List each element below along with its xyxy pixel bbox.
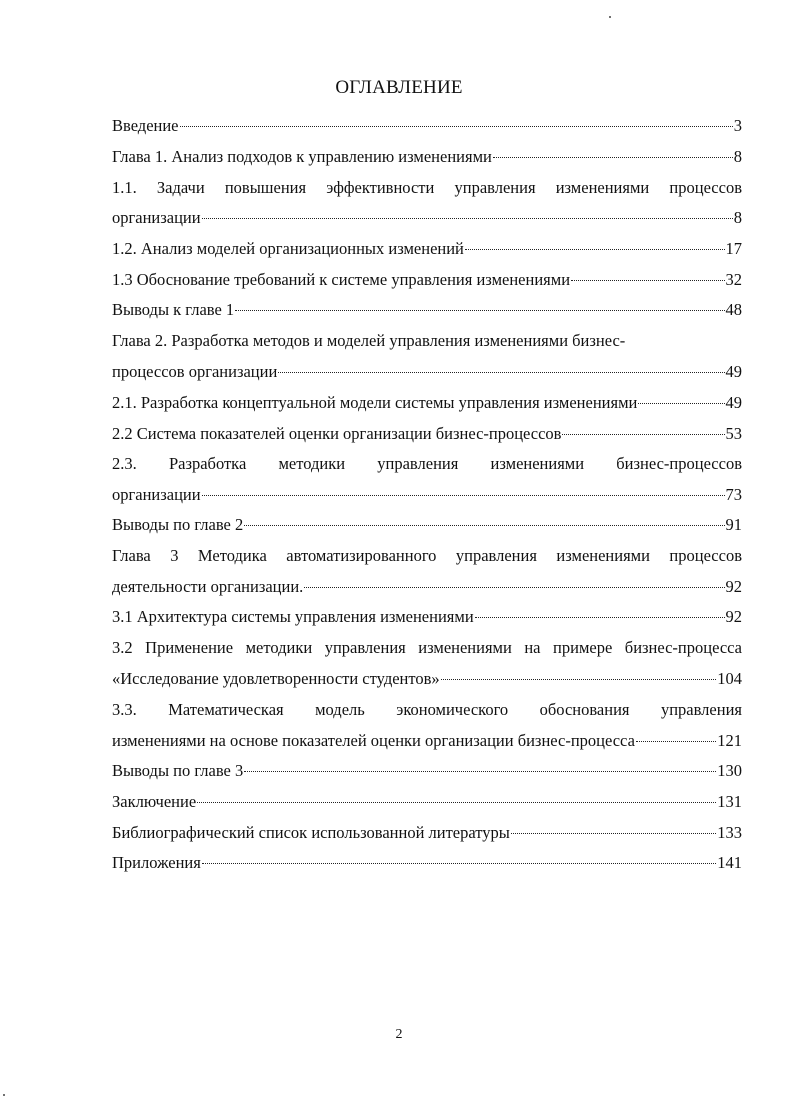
dot-leader [278, 372, 724, 373]
dot-leader [638, 403, 724, 404]
toc-entry[interactable] [112, 393, 742, 417]
toc-entry-page: 131 [717, 792, 742, 811]
toc-entry[interactable] [112, 823, 742, 847]
dot-leader [244, 771, 716, 772]
toc-entry-first-line[interactable]: 2.3. Разработка методики управления изменениями бизнес-процессов [112, 454, 742, 473]
toc-entry-label: Библиографический список использованной литературы [112, 823, 510, 842]
toc-entry[interactable] [112, 669, 742, 693]
dot-leader [244, 525, 724, 526]
dot-leader [465, 249, 725, 250]
dot-leader [180, 126, 733, 127]
toc-entry-label: организации [112, 485, 201, 504]
dot-leader [475, 617, 725, 618]
toc-entry-label: «Исследование удовлетворенности студентов» [112, 669, 440, 688]
toc-entry[interactable] [112, 485, 742, 509]
toc-entry[interactable] [112, 300, 742, 324]
toc-entry[interactable] [112, 607, 742, 631]
toc-entry-label: процессов организации [112, 362, 278, 381]
toc-entry-label: Глава 1. Анализ подходов к управлению изменениями [112, 147, 492, 166]
dot-leader [636, 741, 716, 742]
toc-entry-page: 92 [725, 577, 742, 596]
toc-entry-first-line[interactable]: 3.2 Применение методики управления изменениями на примере бизнес-процесса [112, 638, 742, 657]
toc-entry[interactable] [112, 116, 742, 140]
toc-entry-page: 133 [717, 823, 742, 842]
toc-entry[interactable] [112, 853, 742, 877]
toc-entry[interactable] [112, 424, 742, 448]
toc-entry[interactable] [112, 577, 742, 601]
dot-leader [235, 310, 724, 311]
toc-entry[interactable] [112, 761, 742, 785]
toc-entry-label: Введение [112, 116, 179, 135]
toc-entry-label: Глава 2. Разработка методов и моделей управления изменениями бизнес- [112, 331, 626, 350]
toc-entry-first-line[interactable]: 1.1. Задачи повышения эффективности управления изменениями процессов [112, 178, 742, 197]
dot-leader [493, 157, 733, 158]
dot-leader [202, 218, 733, 219]
toc-entry[interactable] [112, 239, 742, 263]
scan-speck [3, 1094, 5, 1096]
toc-entry-label: Выводы к главе 1 [112, 300, 235, 319]
toc-entry-label: деятельности организации. [112, 577, 304, 596]
toc-entry-first-line[interactable]: Глава 3 Методика автоматизированного управления изменениями процессов [112, 546, 742, 565]
toc-entry[interactable] [112, 515, 742, 539]
toc-entry-label: 1.3 Обоснование требований к системе управления изменениями [112, 270, 571, 289]
toc-entry[interactable] [112, 362, 742, 386]
toc-entry[interactable] [112, 208, 742, 232]
toc-entry-page: 53 [725, 424, 742, 443]
toc-entry-label: Заключение [112, 792, 197, 811]
toc-entry-page: 104 [717, 669, 742, 688]
toc-entry-page: 3 [733, 116, 742, 135]
toc-entry-page: 73 [725, 485, 742, 504]
dot-leader [511, 833, 716, 834]
dot-leader [202, 495, 725, 496]
dot-leader [304, 587, 724, 588]
toc-entry-label: Выводы по главе 3 [112, 761, 244, 780]
toc-entry-label: организации [112, 208, 201, 227]
toc-entry-page: 130 [717, 761, 742, 780]
toc-entry-page: 49 [725, 393, 742, 412]
toc-entry-page: 141 [717, 853, 742, 872]
toc-entry-label: 2.1. Разработка концептуальной модели системы управления изменениями [112, 393, 638, 412]
toc-entry[interactable] [112, 270, 742, 294]
toc-entry-page: 92 [725, 607, 742, 626]
toc-entry-page: 121 [717, 731, 742, 750]
toc-title: ОГЛАВЛЕНИЕ [335, 77, 463, 98]
toc-entry-page: 17 [725, 239, 742, 258]
toc-entry-first-line[interactable] [112, 331, 742, 355]
scan-speck [609, 16, 611, 18]
toc-entry-label: изменениями на основе показателей оценки организации бизнес-процесса [112, 731, 635, 750]
page-number: 2 [395, 1027, 403, 1042]
dot-leader [571, 280, 724, 281]
toc-entry-label: 3.1 Архитектура системы управления изменениями [112, 607, 474, 626]
toc-entry-page: 91 [725, 515, 742, 534]
toc-entry-page: 8 [733, 147, 742, 166]
toc-entry-label: 1.2. Анализ моделей организационных изменений [112, 239, 464, 258]
toc-entry-label: Приложения [112, 853, 201, 872]
dot-leader [441, 679, 717, 680]
toc-entry-page: 8 [733, 208, 742, 227]
dot-leader [197, 802, 716, 803]
toc-entry-page: 48 [725, 300, 742, 319]
toc-entry-label: Выводы по главе 2 [112, 515, 244, 534]
toc-entry-page: 32 [725, 270, 742, 289]
toc-entry-first-line[interactable]: 3.3. Математическая модель экономического обоснования управления [112, 700, 742, 719]
toc-entry[interactable] [112, 147, 742, 171]
toc-entry[interactable] [112, 731, 742, 755]
dot-leader [202, 863, 716, 864]
dot-leader [562, 434, 724, 435]
toc-entry-label: 2.2 Система показателей оценки организации бизнес-процессов [112, 424, 562, 443]
toc-entry[interactable] [112, 792, 742, 816]
toc-entry-page: 49 [725, 362, 742, 381]
